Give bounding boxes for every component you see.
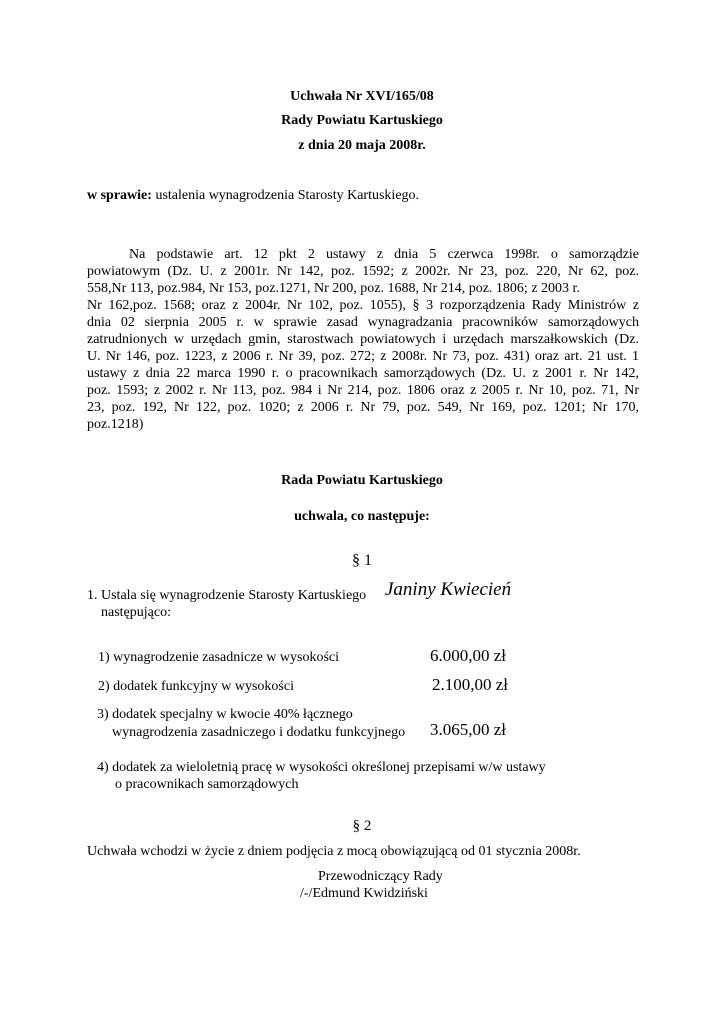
paragraph-line: 558,Nr 113, poz.984, Nr 153, poz.1271, Nr 200, poz. 1688, Nr 214, poz. 1806; z 2003 r. bbox=[87, 281, 580, 296]
legal-basis-paragraph bbox=[87, 246, 639, 433]
resolution-clause: uchwala, co następuje: bbox=[294, 509, 430, 524]
paragraph-line: poz.1218) bbox=[87, 417, 144, 432]
paragraph-line: zatrudnionych w urzędach gmin, starostwach powiatowych i urzędach marszałkowskich (Dz. bbox=[87, 332, 639, 347]
document-title: Uchwała Nr XVI/165/08 bbox=[290, 89, 434, 104]
item-3-label-cont: wynagrodzenia zasadniczego i dodatku funkcyjnego bbox=[112, 725, 406, 740]
subject-text: ustalenia wynagrodzenia Starosty Kartuskiego. bbox=[151, 188, 420, 203]
paragraph-line: poz. 1593; z 2002 r. Nr 113, poz. 984 i Nr 214, poz. 1806 oraz z 2005 r. Nr 10, poz. 71, Nr bbox=[87, 383, 639, 398]
subject-label: w sprawie: bbox=[87, 188, 152, 203]
paragraph-line: U. Nr 146, poz. 1223, z 2006 r. Nr 39, poz. 272; z 2008r. Nr 73, poz. 431) oraz art. 21 ust. 1 bbox=[87, 349, 639, 364]
item-2-amount: 2.100,00 zł bbox=[432, 675, 509, 694]
starost-name: Janiny Kwiecień bbox=[385, 579, 512, 600]
section-1-intro-cont: następująco: bbox=[101, 605, 171, 620]
item-4-label: 4) dodatek za wieloletnią pracę w wysokości określonej przepisami w/w ustawy bbox=[97, 760, 546, 775]
item-3-label: 3) dodatek specjalny w kwocie 40% łącznego bbox=[97, 707, 353, 722]
item-4-label-cont: o pracownikach samorządowych bbox=[115, 777, 299, 792]
chairman-role: Przewodniczący Rady bbox=[318, 869, 443, 884]
section-1-mark: § 1 bbox=[352, 552, 372, 569]
paragraph-line: Nr 162,poz. 1568; oraz z 2004r. Nr 102, poz. 1055), § 3 rozporządzenia Rady Ministrów z bbox=[87, 298, 639, 313]
council-title: Rady Powiatu Kartuskiego bbox=[281, 113, 443, 128]
paragraph-line: powiatowym (Dz. U. z 2001r. Nr 142, poz. 1592; z 2002r. Nr 23, poz. 220, Nr 62, poz. bbox=[87, 264, 639, 279]
item-1-amount: 6.000,00 zł bbox=[430, 646, 507, 665]
paragraph-line: Na podstawie art. 12 pkt 2 ustawy z dnia 5 czerwca 1998r. o samorządzie bbox=[129, 247, 639, 262]
item-1-label: 1) wynagrodzenie zasadnicze w wysokości bbox=[98, 650, 340, 665]
effective-date-clause: Uchwała wchodzi w życie z dniem podjęcia z mocą obowiązującą od 01 stycznia 2008r. bbox=[87, 844, 581, 859]
section-1-intro: 1. Ustala się wynagrodzenie Starosty Kartuskiego bbox=[87, 588, 367, 603]
council-name: Rada Powiatu Kartuskiego bbox=[281, 473, 443, 488]
document-date: z dnia 20 maja 2008r. bbox=[298, 138, 426, 153]
subject-line bbox=[87, 187, 419, 204]
paragraph-line: dnia 02 sierpnia 2005 r. w sprawie zasad wynagradzania pracowników samorządowych bbox=[87, 315, 639, 330]
item-2-label: 2) dodatek funkcyjny w wysokości bbox=[98, 679, 294, 694]
section-2-mark: § 2 bbox=[352, 818, 372, 834]
paragraph-line: ustawy z dnia 22 marca 1990 r. o pracownikach samorządowych (Dz. U. z 2001 r. Nr 142, bbox=[87, 366, 639, 381]
paragraph-line: 23, poz. 192, Nr 122, poz. 1020; z 2006 r. Nr 79, poz. 549, Nr 169, poz. 1201; Nr 170, bbox=[87, 400, 639, 415]
item-3-amount: 3.065,00 zł bbox=[430, 720, 507, 739]
chairman-name: /-/Edmund Kwidziński bbox=[300, 886, 428, 901]
